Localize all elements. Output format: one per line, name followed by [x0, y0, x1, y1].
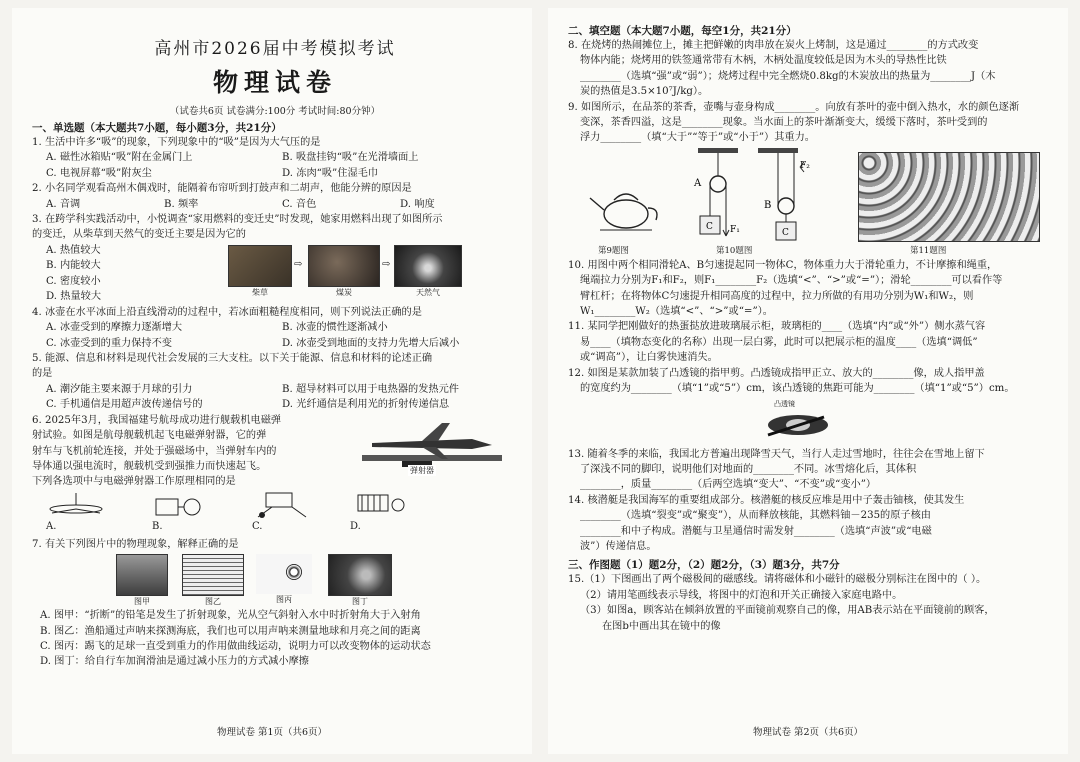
question-2-options [32, 197, 518, 212]
question-14-line: ________和中子构成。潜艇与卫星通信时需发射________（选填“声波”或“电磁 [580, 525, 932, 537]
question-11-line: 或“调高”），让白雾快速消失。 [580, 352, 718, 364]
option: D. 光纤通信是利用光的折射传递信息 [282, 399, 450, 411]
arrow-icon: ⇨ [382, 258, 391, 270]
option: A. 音调 [46, 198, 81, 210]
question-8-line: ________（选填“强”或“弱”）；烧烤过程中完全燃烧0.8kg的木炭放出的热量为________J（木 [580, 70, 996, 82]
soccer-ball-illustration: 图丙 [256, 554, 312, 605]
option: A. 冰壶受到的摩擦力逐渐增大 [46, 322, 183, 334]
question-9-line: 浮力________（填“大于”“等于”或“小于”）其重力。 [580, 132, 815, 144]
question-14-line: 波”）传递信息。 [580, 540, 657, 552]
option: C. 音色 [282, 198, 317, 210]
question-15-line: 在图b中画出其在镜中的像 [602, 620, 721, 632]
question-9-line: 变深，茶香四溢，这是________现象。当水面上的茶叶渐渐变大，缓缓下落时，茶叶受到的 [580, 117, 988, 129]
question-6-line: 导体通以强电流时，舰载机受到强推力而快速起飞。 [32, 460, 267, 472]
option: C. [252, 520, 263, 532]
catapult-label: 弹射器 [410, 465, 434, 475]
option: D. 热量较大 [46, 291, 102, 303]
label-c: C [706, 221, 713, 232]
motor-circuit-icon [252, 491, 312, 521]
question-8-line: 炭的热值是3.5×10⁷J/kg）。 [580, 86, 709, 98]
option: C. 手机通信是用超声波传递信号的 [46, 399, 203, 411]
option: D. 响度 [400, 198, 435, 210]
option: D. 冰壶受到地面的支持力先增大后减小 [282, 337, 460, 349]
figure-9-caption: 第9题图 [598, 245, 629, 256]
question-11-line: 易____（填物态变化的名称）出现一层白雾，此时可以把展示柜的温度____（选填“调低” [580, 336, 978, 348]
question-5-stem-2: 的是 [32, 368, 53, 380]
option: A. [46, 520, 57, 532]
option: B. 吸盘挂钩“吸”在光滑墙面上 [282, 152, 419, 164]
page-footer: 物理试卷 第1页（共6页） [216, 727, 328, 738]
option: A. 热值较大 [46, 244, 101, 256]
question-14-line: ________（选填“裂变”或“聚变”），从而释放核能，其燃料铀－235的原子核由 [580, 510, 931, 522]
question-12-line: 的宽度约为________（填“1”或“5”）cm，该凸透镜的焦距可能为________（填“1”或“5”）cm。 [580, 383, 1015, 395]
pulley-diagram [688, 146, 818, 246]
figure-10-caption: 第10题图 [716, 245, 753, 256]
page-footer: 物理试卷 第2页（共6页） [752, 727, 864, 738]
section-3-heading: 三、作图题（1）题2分，（2）题2分，（3）题3分，共7分 [568, 559, 840, 572]
question-6-line: 射车与飞机前轮连接，并处于强磁场中，当弹射车内的 [32, 445, 277, 457]
question-7-figures [32, 552, 518, 608]
label-f1: F₁ [730, 224, 740, 235]
question-10-line: 10. 用图中两个相同滑轮A、B匀速提起同一物体C，物体重力大于滑轮重力，不计摩擦和绳重， [568, 259, 998, 271]
generator-icon [152, 491, 212, 521]
question-10-line: 绳端拉力分别为F₁和F₂，则F₁________F₂（选填“<”、“>”或“=”）；滑轮________可以看作等 [580, 275, 1003, 287]
option: C. 密度较小 [46, 275, 101, 287]
question-6-line: 6. 2025年3月，我国福建号航母成功进行舰载机电磁弹 [32, 414, 282, 426]
catapult-jet-figure [362, 415, 502, 481]
coal-photo: 煤炭 [308, 245, 380, 298]
question-4-options [32, 320, 518, 351]
option: A. 图甲：“折断”的铅笔是发生了折射现象，光从空气斜射入水中时折射角大于入射角 [40, 610, 421, 622]
question-5-stem: 5. 能源、信息和材料是现代社会发展的三大支柱。以下关于能源、信息和材料的论述正确 [32, 353, 433, 365]
question-15-line: 15.（1）下图画出了两个磁极间的磁感线。请将磁体和小磁针的磁极分别标注在图中的（ ）。 [568, 574, 987, 586]
question-6-options [32, 491, 518, 537]
option: C. 图丙：踢飞的足球一直受到重力的作用做曲线运动，说明力可以改变物体的运动状态 [40, 640, 431, 652]
option: B. 超导材料可以用于电热器的发热元件 [282, 383, 459, 395]
question-9-line: 9. 如图所示，在品茶的茶香，壶嘴与壶身构成________。向放有茶叶的壶中倒入热水，水的颜色逐渐 [568, 101, 1020, 113]
sonar-ship-illustration: 图乙 [182, 554, 244, 607]
gas-flame-photo: 天然气 [394, 245, 462, 298]
option: C. 电视屏幕“吸”附灰尘 [46, 167, 152, 179]
question-15-line: （3）如图a，顾客站在倾斜放置的平面镜前观察自己的像，用AB表示站在平面镜前的顾客， [580, 605, 995, 617]
question-4-stem: 4. 冰壶在水平冰面上沿直线滑动的过程中，若冰面粗糙程度相同，则下列说法正确的是 [32, 306, 422, 318]
option: A. 磁性冰箱贴“吸”附在金属门上 [46, 152, 193, 164]
question-8-line: 物体内能；烧烤用的铁签通常带有木柄，木柄处温度较低是因为木头的导热性比铁 [580, 55, 947, 67]
option: B. 图乙：渔船通过声呐来探测海底，我们也可以用声呐来测量地球和月亮之间的距离 [40, 625, 421, 637]
option: D. 冻肉“吸”住湿毛巾 [282, 167, 379, 179]
nail-clipper-figure [568, 397, 1054, 447]
question-5-options [32, 382, 518, 413]
question-1-stem: 1. 生活中许多“吸”的现象，下列现象中的“吸”是因为大气压的是 [32, 137, 321, 148]
question-7-stem: 7. 有关下列图片中的物理现象，解释正确的是 [32, 538, 239, 550]
questions-9-11-figures [568, 146, 1054, 258]
firewood-photo: 柴草 [228, 245, 292, 298]
question-7-options [32, 608, 518, 670]
egg-tart-showcase-photo [858, 152, 1040, 242]
bicycle-oil-photo: 图丁 [328, 554, 392, 607]
question-13-line: 了深浅不同的脚印，说明他们对地面的________不同。冰雪熔化后，其体积 [580, 463, 917, 475]
option: A. 潮汐能主要来源于月球的引力 [46, 383, 193, 395]
label-f2: F₂ [800, 160, 810, 171]
option: D. 图丁：给自行车加润滑油是通过减小压力的方式减小摩擦 [40, 656, 309, 668]
question-1-options [32, 150, 518, 181]
question-3-stem-2: 的变迁，从柴草到天然气的变迁主要是因为它的 [32, 229, 246, 241]
question-13-line: ________，质量________（后两空选填“变大”、“不变”或“变小”） [580, 479, 877, 491]
label-c2: C [782, 227, 789, 238]
option: D. [350, 520, 361, 532]
arrow-icon: ⇨ [294, 258, 303, 270]
question-6-block [32, 413, 518, 491]
exam-info: （试卷共6页 试卷满分:100分 考试时间:80分钟） [169, 106, 381, 117]
option: C. 冰壶受到的重力保持不变 [46, 337, 172, 349]
question-6-line: 射试验。如图是航母舰载机起飞电磁弹射器，它的弹 [32, 430, 267, 442]
option: B. [152, 520, 163, 532]
section-1-heading: 一、单选题（本大题共7小题，每小题3分，共21分） [32, 122, 282, 134]
question-10-line: 臂杠杆；在将物体C匀速提升相同高度的过程中，拉力所做的有用功分别为W₁和W₂，则 [580, 290, 974, 302]
exam-page-1 [12, 8, 532, 754]
question-15-line: （2）请用笔画线表示导线，将图中的灯泡和开关正确接入家庭电路中。 [580, 589, 903, 601]
section-2-heading: 二、填空题（本大题7小题，每空1分，共21分） [568, 25, 797, 37]
label-b: B [764, 199, 772, 211]
question-14-line: 14. 核潜艇是我国海军的重要组成部分。核潜艇的核反应堆是用中子轰击铀核，使其发生 [568, 494, 965, 506]
pencil-in-water-photo: 图甲 [116, 554, 168, 607]
subject-title: 物理试卷 [212, 68, 337, 97]
electromagnet-icon [350, 491, 410, 521]
nail-clipper-icon [764, 407, 834, 443]
question-10-line: W₁________W₂（选填“<”、“>”或“=”）。 [580, 306, 773, 318]
question-13-line: 13. 随着冬季的来临，我国北方普遍出现降雪天气，当行人走过雪地时，往往会在雪地上留下 [568, 448, 985, 460]
question-12-line: 12. 如图是某款加装了凸透镜的指甲剪。凸透镜成指甲正立、放大的________像，成人指甲盖 [568, 367, 985, 379]
question-3-stem: 3. 在跨学科实践活动中，小悦调查“家用燃料的变迁史”时发现，她家用燃料出现了如图所示 [32, 214, 443, 226]
option: B. 内能较大 [46, 260, 101, 272]
convex-lens-label: 凸透镜 [774, 399, 795, 408]
exam-page-2 [548, 8, 1068, 754]
question-11-line: 11. 某同学把刚做好的热蛋挞放进玻璃展示柜，玻璃柜的____（选填“内”或“外”）侧水蒸气容 [568, 321, 986, 333]
question-8-line: 8. 在烧烤的热闹摊位上，摊主把鲜嫩的肉串放在炭火上烤制，这是通过________的方式改变 [568, 40, 979, 51]
exam-title: 高州市2026届中考模拟考试 [154, 39, 396, 59]
question-3-block [32, 243, 518, 305]
label-a: A [694, 177, 702, 189]
compass-needle-icon [46, 491, 106, 521]
option: B. 频率 [164, 198, 199, 210]
question-2-stem: 2. 小名同学观看高州木偶戏时，能隔着布帘听到打鼓声和二胡声，他能分辨的原因是 [32, 183, 412, 195]
option: B. 冰壶的惯性逐渐减小 [282, 322, 388, 334]
question-6-line: 下列各选项中与电磁弹射器工作原理相同的是 [32, 476, 236, 488]
teapot-illustration [586, 176, 666, 236]
figure-11-caption: 第11题图 [910, 245, 947, 256]
